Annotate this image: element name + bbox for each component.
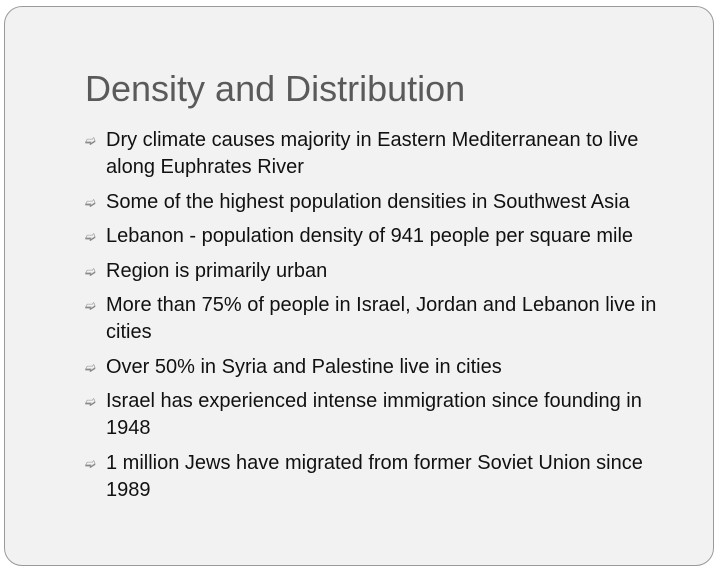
bullet-text: Some of the highest population densities in Southwest Asia (106, 190, 630, 213)
bullet-text: Region is primarily urban (106, 259, 328, 282)
curved-arrow-bullet-icon: ➫ (85, 133, 96, 148)
bullet-text: Dry climate causes majority in Eastern Mediterranean to live along Euphrates River (106, 129, 639, 178)
bullet-item (85, 258, 685, 285)
bullet-text: Israel has experienced intense immigration since founding in 1948 (106, 390, 642, 439)
bullet-text: More than 75% of people in Israel, Jordan and Lebanon live in cities (106, 294, 657, 343)
bullet-item (85, 354, 685, 381)
curved-arrow-bullet-icon: ➫ (85, 194, 96, 210)
curved-arrow-bullet-icon: ➫ (85, 394, 96, 409)
bullet-item (85, 388, 685, 442)
slide-title: Density and Distribution (85, 68, 466, 109)
bullet-item (85, 127, 685, 181)
bullet-item (85, 292, 685, 346)
bullet-list (85, 127, 685, 511)
bullet-text: 1 million Jews have migrated from former Soviet Union since 1989 (106, 451, 643, 501)
slide-frame (4, 6, 714, 566)
curved-arrow-bullet-icon: ➫ (85, 455, 96, 471)
curved-arrow-bullet-icon: ➫ (85, 298, 96, 313)
curved-arrow-bullet-icon: ➫ (85, 359, 96, 375)
bullet-item (85, 450, 685, 504)
curved-arrow-bullet-icon: ➫ (85, 229, 96, 244)
bullet-item (85, 223, 685, 250)
bullet-item (85, 189, 685, 216)
bullet-text: Over 50% in Syria and Palestine live in cities (106, 355, 502, 378)
bullet-text: Lebanon - population density of 941 people per square mile (106, 225, 634, 247)
curved-arrow-bullet-icon: ➫ (85, 263, 96, 279)
